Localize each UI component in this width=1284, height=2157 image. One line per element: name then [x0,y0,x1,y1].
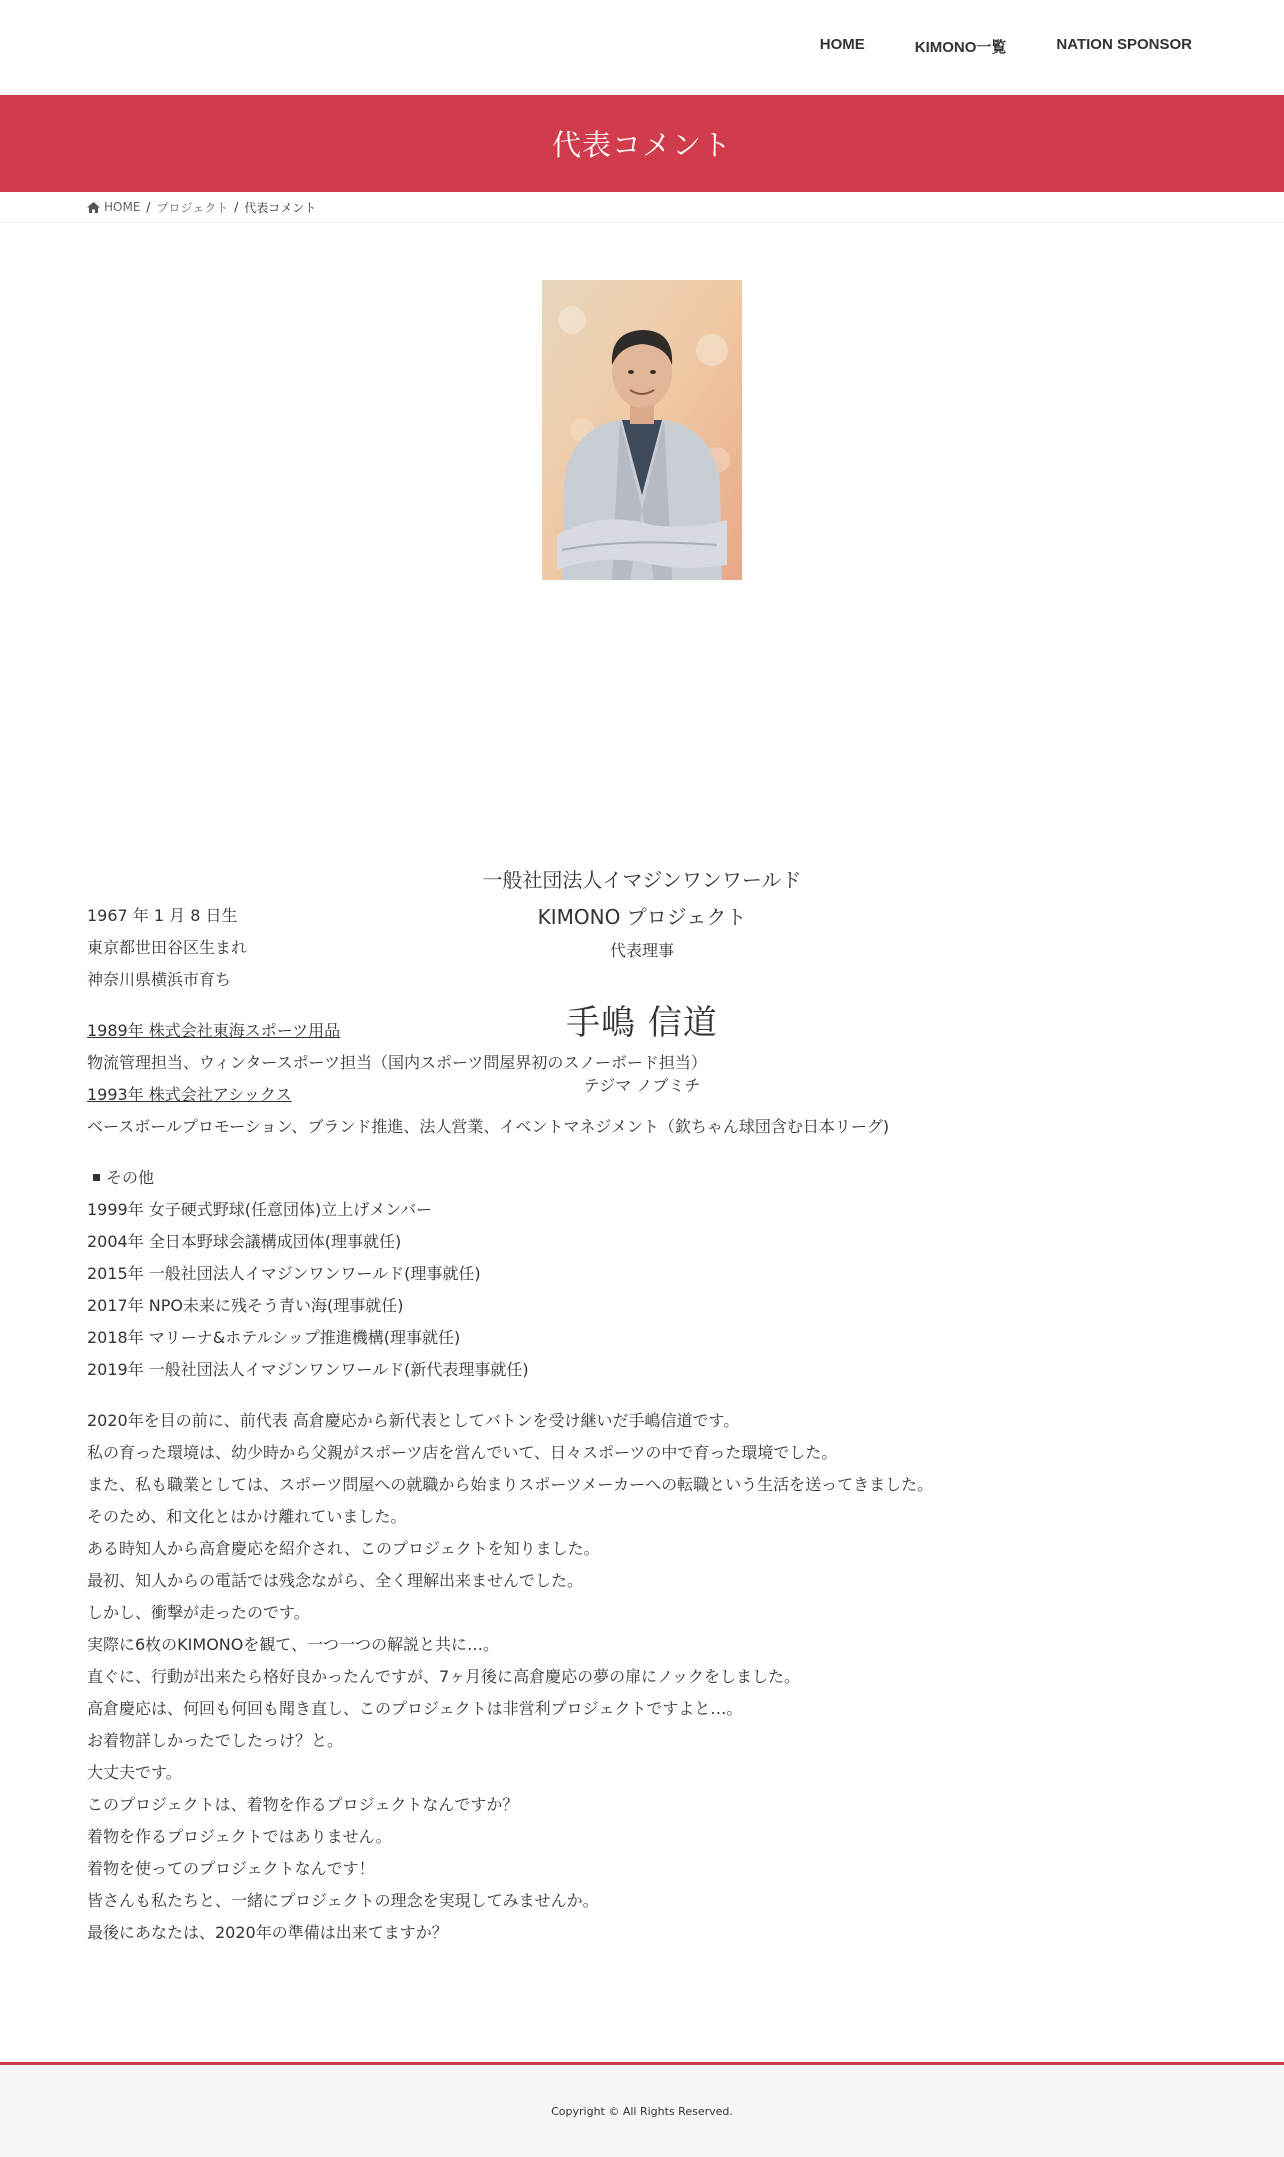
page-title: 代表コメント [551,128,732,162]
career-heading: 1993年 株式会社アシックス [87,1085,292,1104]
breadcrumb-home[interactable]: HOME [104,200,141,214]
representative-name: 手嶋 信道 [566,1003,718,1043]
nav-kimono-list[interactable]: KIMONO一覧 [914,39,1007,56]
message-line: 高倉慶応は、何回も何回も聞き直し、このプロジェクトは非営利プロジェクトですよと…。 [87,1699,743,1718]
message-line: また、私も職業としては、スポーツ問屋への就職から始まりスポーツメーカーへの転職という生活を送ってきました。 [87,1475,934,1494]
representative-name-kana: テジマ ノブミチ [583,1076,701,1095]
message-line: しかし、衝撃が走ったのです。 [87,1603,310,1622]
other-item: 2018年 マリーナ&ホテルシップ推進機構(理事就任) [87,1328,461,1347]
organization-name: 一般社団法人イマジンワンワールド [482,868,802,892]
main-nav [770,36,1192,57]
birth-date: 1967 年 1 月 8 日生 [87,906,238,925]
other-item: 2019年 一般社団法人イマジンワンワールド(新代表理事就任) [87,1360,529,1379]
other-item: 1999年 女子硬式野球(任意団体)立上げメンバー [87,1200,433,1219]
message-line: 最初、知人からの電話では残念ながら、全く理解出来ませんでした。 [87,1571,584,1590]
birthplace: 東京都世田谷区生まれ [87,938,248,957]
other-item: 2017年 NPO未来に残そう青い海(理事就任) [87,1296,404,1315]
biography [87,900,1197,1949]
breadcrumb [0,192,1284,223]
career-detail: ベースボールプロモーション、ブランド推進、法人営業、イベントマネジメント（欽ちゃん球団含む日本リーグ) [87,1117,890,1136]
message-line: 私の育った環境は、幼少時から父親がスポーツ店を営んでいて、日々スポーツの中で育った環境でした。 [87,1443,838,1462]
message-line: 着物を使ってのプロジェクトなんです！ [87,1859,375,1878]
career-detail: 物流管理担当、ウィンタースポーツ担当（国内スポーツ問屋界初のスノーボード担当） [87,1053,707,1072]
other-heading: その他 [87,1162,1197,1194]
nav-home[interactable]: HOME [819,36,865,53]
site-header [0,0,1284,95]
message-line: ある時知人から高倉慶応を紹介され、このプロジェクトを知りました。 [87,1539,600,1558]
project-name: KIMONO プロジェクト [537,905,747,929]
home-icon [87,202,100,213]
site-footer [0,2062,1284,2157]
representative-portrait [542,280,742,580]
message-line: 実際に6枚のKIMONOを観て、一つ一つの解説と共に…。 [87,1635,500,1654]
square-bullet-icon [93,1174,100,1181]
copyright: Copyright © All Rights Reserved. [551,2104,733,2118]
other-item: 2015年 一般社団法人イマジンワンワールド(理事就任) [87,1264,481,1283]
message-line: そのため、和文化とはかけ離れていました。 [87,1507,407,1526]
breadcrumb-separator: / [234,200,239,214]
breadcrumb-separator: / [146,200,151,214]
other-item: 2004年 全日本野球会議構成団体(理事就任) [87,1232,402,1251]
nav-nation-sponsor[interactable]: NATION SPONSOR [1056,36,1192,53]
page-title-banner [0,95,1284,192]
message-line: 皆さんも私たちと、一緒にプロジェクトの理念を実現してみませんか。 [87,1891,599,1910]
message-line: 最後にあなたは、2020年の準備は出来てますか？ [87,1923,448,1942]
message-line: このプロジェクトは、着物を作るプロジェクトなんですか？ [87,1795,519,1814]
message-line: 直ぐに、行動が出来たら格好良かったんですが、7ヶ月後に高倉慶応の夢の扉にノックをしました。 [87,1667,801,1686]
message-line: 着物を作るプロジェクトではありません。 [87,1827,392,1846]
message-line: 2020年を目の前に、前代表 高倉慶応から新代表としてバトンを受け継いだ手嶋信道です。 [87,1411,740,1430]
career-heading: 1989年 株式会社東海スポーツ用品 [87,1021,341,1040]
role-title: 代表理事 [609,941,674,960]
message-line: お着物詳しかったでしたっけ？と。 [87,1731,344,1750]
breadcrumb-current: 代表コメント [244,200,317,215]
breadcrumb-project[interactable]: プロジェクト [156,200,229,215]
message-line: 大丈夫です。 [87,1763,182,1782]
hometown: 神奈川県横浜市育ち [87,970,232,989]
